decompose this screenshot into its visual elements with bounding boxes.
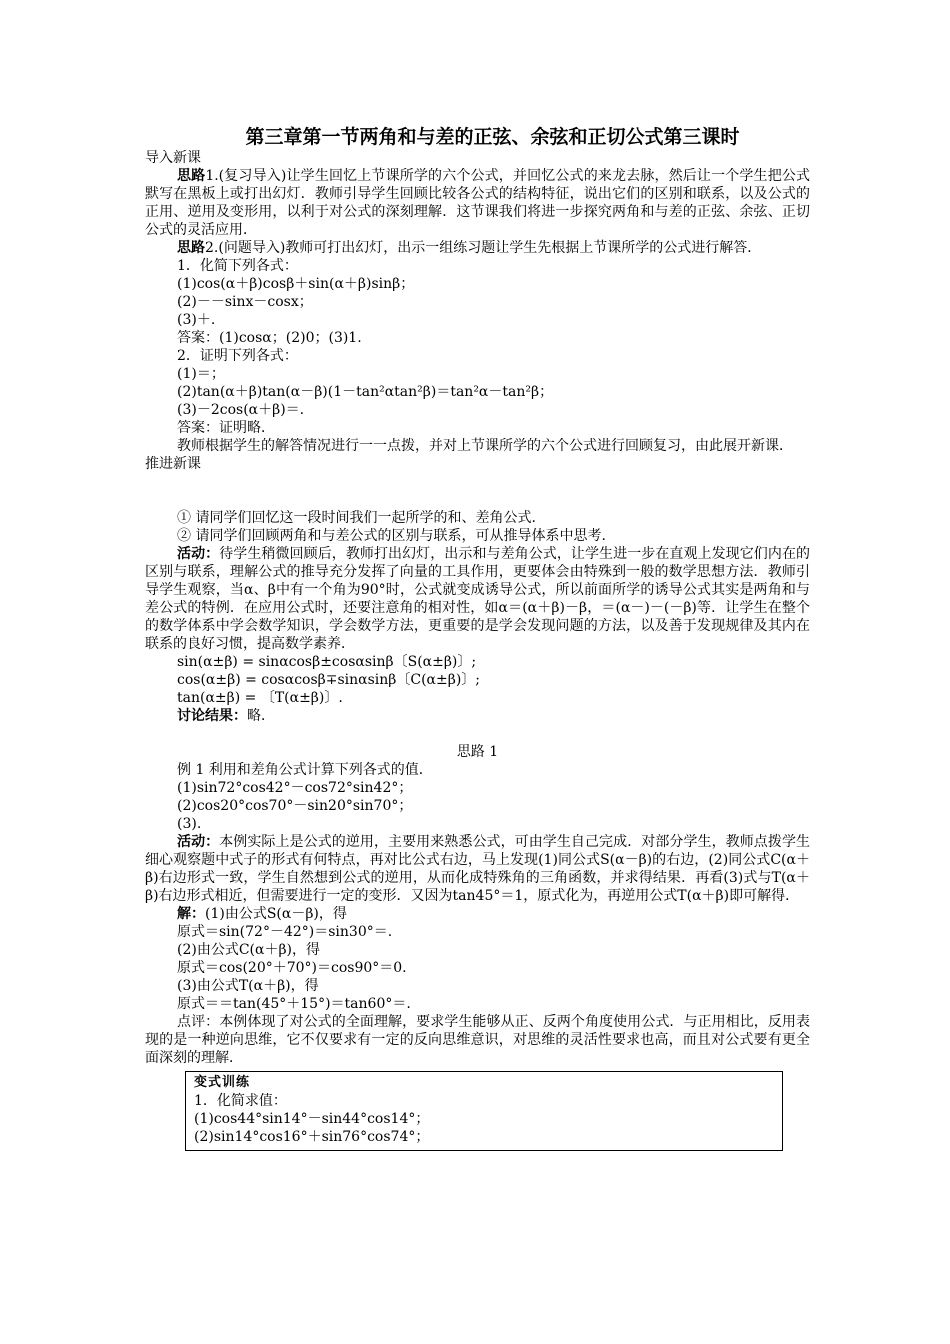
result-label: 讨论结果：: [177, 708, 247, 724]
prompt-1: ① 请同学们回忆这一段时间我们一起所学的和、差角公式.: [177, 510, 536, 526]
comment-paragraph: 点评：本例体现了对公式的全面理解，要求学生能够从正、反两个角度使用公式．与正用相比，反用表现的是一种逆向思维，它不仅要求有一定的反向思维意识，对思维的灵活性要求也高，而且对公式要有更全面深刻的理解．: [145, 1014, 810, 1066]
page-title: 第三章第一节两角和与差的正弦、余弦和正切公式第三课时: [245, 126, 740, 148]
idea-section-heading: 思路 1: [456, 744, 499, 760]
idea2-text: 2.(问题导入)教师可打出幻灯，出示一组练习题让学生先根据上节课所学的公式进行解答．: [205, 240, 762, 256]
example-1: 例 1 利用和差角公式计算下列各式的值．: [177, 762, 433, 778]
solution-1-result: 原式＝sin(72°－42°)＝sin30°＝.: [177, 924, 393, 940]
question-2-part-2: (2)tan(α＋β)tan(α－β)(1－tan²αtan²β)＝tan²α－tan²β；: [177, 384, 554, 400]
solution-3-result: 原式＝＝tan(45°＋15°)＝tan60°＝.: [177, 996, 411, 1012]
practice-heading: 变式训练: [194, 1075, 251, 1090]
question-1-part-1: (1)cos(α＋β)cosβ＋sin(α＋β)sinβ；: [177, 276, 415, 292]
intro-idea-2: [145, 239, 810, 257]
idea2-label: 思路: [177, 240, 205, 256]
intro-idea-1: [145, 167, 810, 239]
formula-sin: sin(α±β) = sinαcosβ±cosαsinβ〔S(α±β)〕;: [177, 654, 477, 670]
question-1-part-2: (2)－－sinx－cosx；: [177, 294, 313, 310]
practice-part-2: (2)sin14°cos16°＋sin76°cos74°；: [194, 1129, 430, 1145]
idea1-text: 1.(复习导入)让学生回忆上节课所学的六个公式，并回忆公式的来龙去脉，然后让一个学生把公式默写在黑板上或打出幻灯．教师引导学生回顾比较各公式的结构特征，说出它们的区别和联系，以及公式的正用、逆用及变形用，以利于对公式的深刻理解．这节课我们将进一步探究两角和与差的正弦、余弦、正切公式的灵活应用．: [145, 168, 811, 238]
question-2: 2．证明下列各式：: [177, 348, 298, 364]
example-1-part-1: (1)sin72°cos42°－cos72°sin42°；: [177, 780, 413, 796]
intro-heading: 导入新课: [145, 150, 201, 166]
answer-2: 答案：证明略．: [177, 420, 275, 436]
example-activity: [145, 833, 810, 905]
discussion-result: [145, 707, 810, 725]
teacher-note: 教师根据学生的解答情况进行一一点拨，并对上节课所学的六个公式进行回顾复习，由此展开新课．: [177, 438, 793, 454]
document-page: [145, 125, 810, 1151]
formula-cos: cos(α±β) = cosαcosβ∓sinαsinβ〔C(α±β)〕;: [177, 672, 481, 688]
solution-2: (2)由公式C(α＋β)，得: [177, 942, 321, 958]
solution-3: (3)由公式T(α＋β)，得: [177, 978, 319, 994]
prompt-2: ② 请同学们回顾两角和与差公式的区别与联系，可从推导体系中思考.: [177, 528, 606, 544]
activity-text: 待学生稍微回顾后，教师打出幻灯，出示和与差角公式，让学生进一步在直观上发现它们内在的区别与联系，理解公式的推导充分发挥了向量的工具作用，更要体会由特殊到一般的数学思想方法．教师引导学生观察，当α、β中有一个角为90°时，公式就变成诱导公式，所以前面所学的诱导公式其实是两角和与差公式的特例．在应用公式时，还要注意角的相对性，如α＝(α＋β)－β，＝(α－)－(－β)等．让学生在整个的数学体系中学会数学知识，学会数学方法，更重要的是学会发现问题的方法，以及善于发现规律及其内在联系的良好习惯，提高数学素养．: [145, 546, 811, 652]
solution-2-result: 原式＝cos(20°＋70°)＝cos90°＝0.: [177, 960, 407, 976]
question-1-part-3: (3)＋.: [177, 312, 216, 328]
idea1-label: 思路: [177, 168, 206, 184]
question-1: 1．化简下列各式：: [177, 258, 298, 274]
solution-1-text: (1)由公式S(α－β)，得: [205, 906, 347, 922]
example-1-part-3: (3).: [177, 816, 202, 832]
practice-question: 1．化简求值：: [194, 1093, 287, 1109]
practice-box: [185, 1071, 783, 1151]
answer-1: 答案：(1)cosα；(2)0；(3)1.: [177, 330, 362, 346]
advance-heading: 推进新课: [145, 456, 201, 472]
example-1-part-2: (2)cos20°cos70°－sin20°sin70°；: [177, 798, 413, 814]
solution-label: 解：: [177, 906, 205, 922]
formula-tan: tan(α±β) = 〔T(α±β)〕.: [177, 690, 343, 706]
spacer: [145, 473, 810, 509]
result-text: 略．: [247, 708, 275, 724]
spacer: [145, 725, 810, 743]
activity-label: 活动：: [177, 546, 220, 562]
question-2-part-1: (1)＝；: [177, 366, 225, 382]
practice-part-1: (1)cos44°sin14°－sin44°cos14°；: [194, 1111, 430, 1127]
example-activity-text: 本例实际上是公式的逆用，主要用来熟悉公式，可由学生自己完成．对部分学生，教师点拨学生细心观察题中式子的形式有何特点，再对比公式右边，马上发现(1)同公式S(α－β)的右边，(2)同公式C(α＋β)右边形式一致，学生自然想到公式的逆用，从而化成特殊角的三角函数，并求得结果．再看(3)式与T(α＋β)右边形式相近，但需要进行一定的变形．又因为tan45°＝1，原式化为，再逆用公式T(α＋β)即可解得．: [145, 834, 811, 904]
activity-paragraph: [145, 545, 810, 653]
question-2-part-3: (3)－2cos(α＋β)＝.: [177, 402, 305, 418]
example-activity-label: 活动：: [177, 834, 220, 850]
solution-1: [145, 905, 810, 923]
